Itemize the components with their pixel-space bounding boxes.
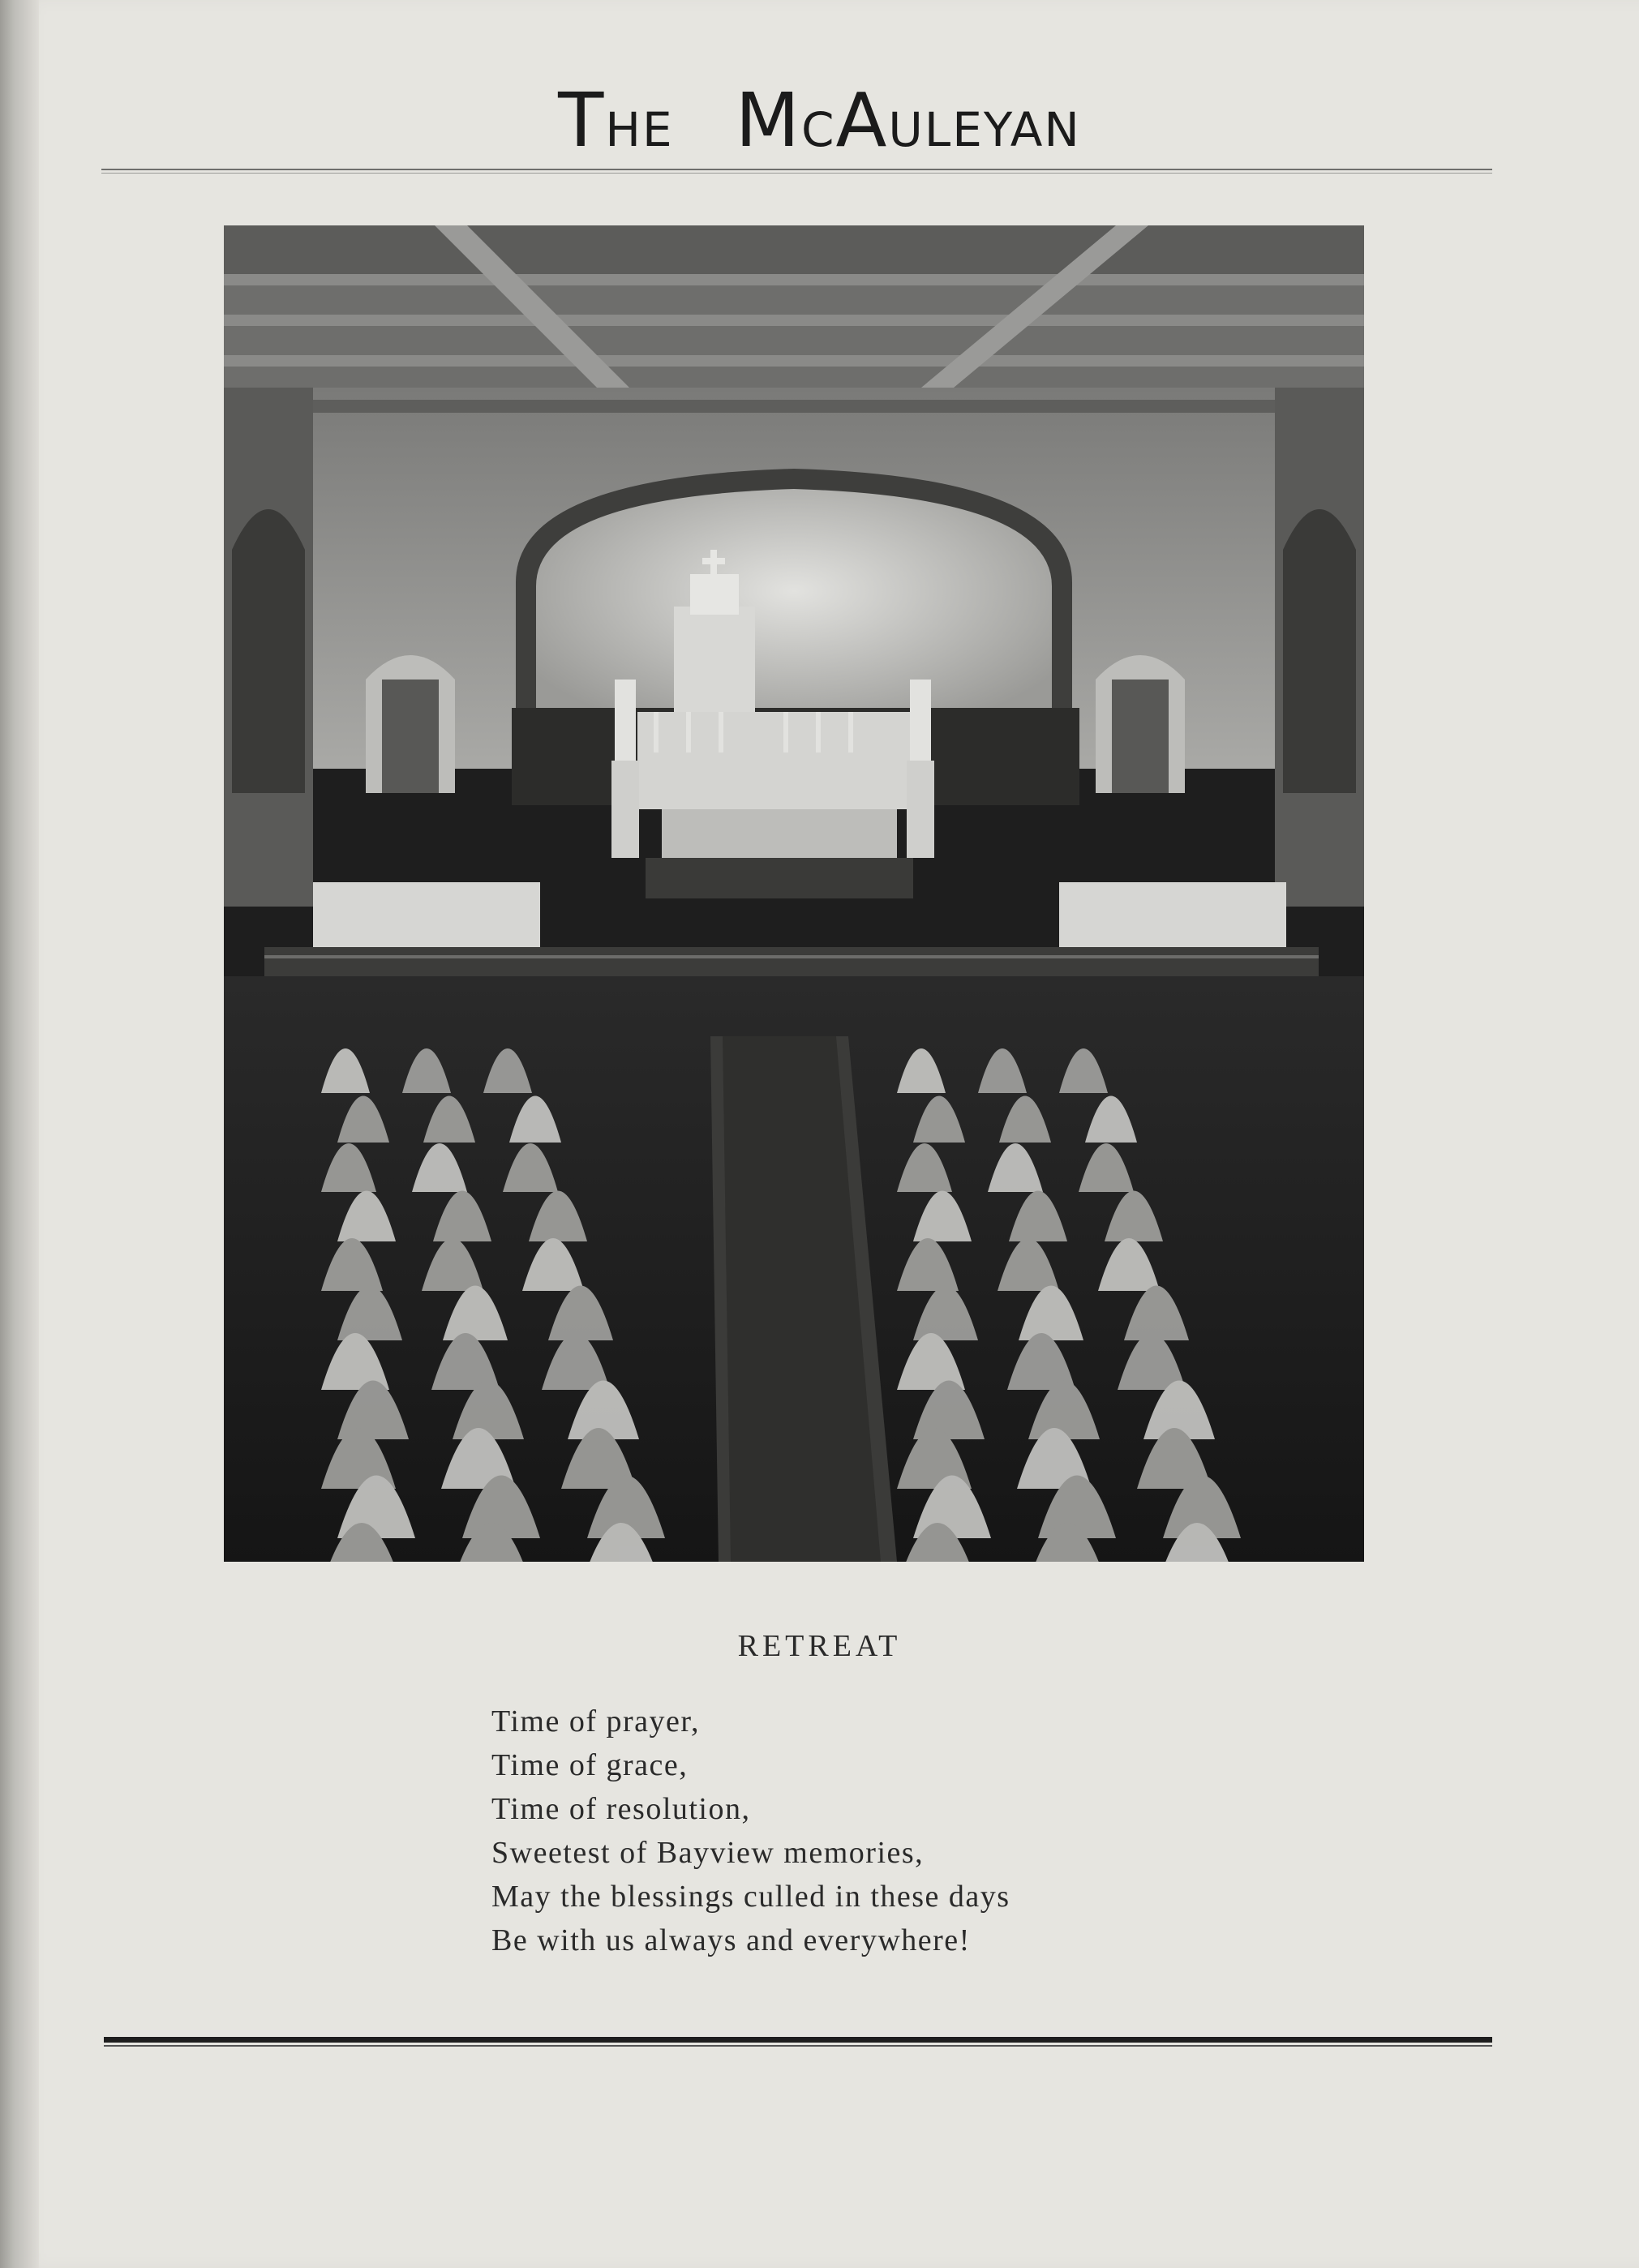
- title-part-c: C: [800, 102, 836, 157]
- poem-line: Time of grace,: [491, 1748, 689, 1782]
- poem-line: Sweetest of Bayview memories,: [491, 1836, 925, 1870]
- title-part-uleyan: ULEYAN: [888, 102, 1081, 157]
- poem: [491, 1700, 1010, 1962]
- caption-title: RETREAT: [737, 1629, 902, 1663]
- title-part-he: HE: [605, 102, 674, 157]
- chapel-interior-photo: [224, 225, 1364, 1562]
- footer-rule-thin: [104, 2045, 1492, 2047]
- poem-line: Time of resolution,: [491, 1792, 751, 1826]
- title-letter-t: T: [558, 77, 606, 164]
- poem-line: Time of prayer,: [491, 1704, 701, 1739]
- chapel-illustration: [224, 225, 1364, 1562]
- masthead-title: [0, 77, 1639, 164]
- footer-rule: [104, 2037, 1492, 2043]
- title-letter-a: A: [835, 77, 889, 164]
- header-rule: [101, 169, 1492, 174]
- page-spine-shadow: [0, 0, 39, 2268]
- poem-line: May the blessings culled in these days: [491, 1880, 1010, 1914]
- title-letter-m: M: [735, 77, 801, 164]
- poem-line: Be with us always and everywhere!: [491, 1923, 971, 1957]
